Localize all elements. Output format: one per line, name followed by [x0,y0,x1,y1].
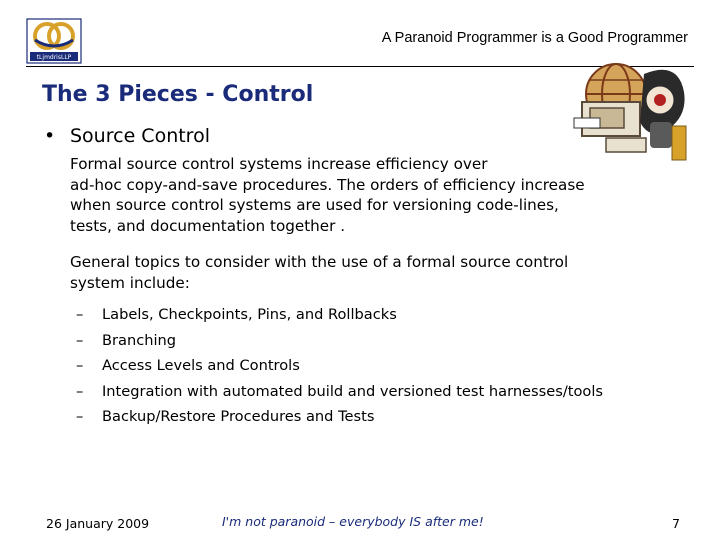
list-item-label: Backup/Restore Procedures and Tests [102,408,375,426]
list-item-label: Integration with automated build and versioned test harnesses/tools [102,382,603,400]
paragraph-line: system include: [70,273,190,292]
list-item [76,328,603,354]
bullet-marker: • [44,125,56,147]
dash-marker: – [76,382,84,400]
paragraph-line: General topics to consider with the use of a formal source control [70,253,569,271]
paragraph-line: tests, and documentation together . [70,216,346,235]
bullet-label: Source Control [70,125,210,147]
list-item [76,353,603,379]
bullet-item [44,125,210,147]
security-clipart [568,56,692,164]
paragraph-line: Formal source control systems increase efficiency over [70,155,488,173]
page-number: 7 [672,516,680,531]
list-item [76,404,603,430]
company-logo [26,18,82,64]
dash-marker: – [76,331,84,349]
list-item [76,302,603,328]
paragraph-line: ad-hoc copy-and-save procedures. The orders of efficiency increase [70,175,585,194]
list-item-label: Branching [102,331,177,349]
paragraph-line: when source control systems are used for versioning code-lines, [70,196,559,215]
paragraph-topics [70,252,682,293]
logo-text: tLjmdrisLLP [36,54,72,61]
topic-list [76,302,603,430]
dash-marker: – [76,357,84,375]
dash-marker: – [76,408,84,426]
list-item-label: Labels, Checkpoints, Pins, and Rollbacks [102,306,397,323]
footer-date: 26 January 2009 [46,516,150,531]
slide-title: The 3 Pieces - Control [42,82,314,107]
paragraph-efficiency [70,154,682,236]
footer-tagline: I'm not paranoid – everybody IS after me! [222,514,484,529]
header-title: A Paranoid Programmer is a Good Programmer [381,30,688,46]
list-item-label: Access Levels and Controls [102,357,300,375]
dash-marker: – [76,306,84,323]
list-item [76,379,603,405]
